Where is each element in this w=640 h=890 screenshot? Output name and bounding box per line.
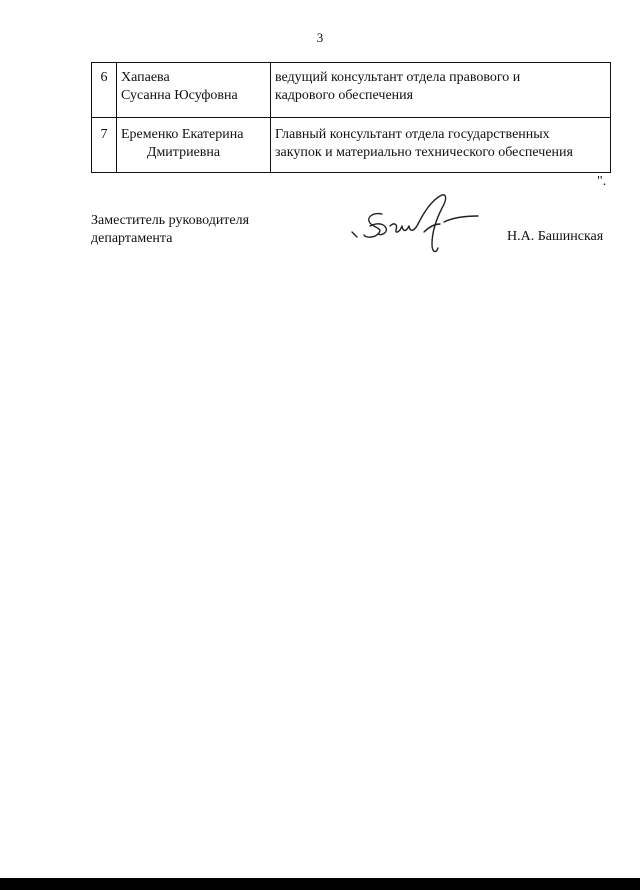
employee-given-names: Сусанна Юсуфовна — [121, 88, 238, 103]
position-line-1: ведущий консультант отдела правового и — [275, 70, 521, 85]
row-number: 6 — [92, 63, 117, 118]
employee-name-line-2: Дмитриевна — [146, 145, 221, 160]
signer-name: Н.А. Башинская — [507, 229, 604, 244]
table-row — [92, 63, 611, 118]
position-line-2: закупок и материально технического обеспечения — [275, 145, 573, 160]
table-row — [92, 118, 611, 173]
closing-quote-mark: ". — [597, 174, 607, 189]
scan-bottom-edge — [0, 878, 640, 890]
position-line-1: Главный консультант отдела государственных — [275, 127, 550, 142]
position-line-2: кадрового обеспечения — [275, 88, 414, 103]
handwritten-signature — [348, 188, 488, 260]
employee-surname: Хапаева — [121, 70, 170, 85]
employee-table — [91, 62, 611, 173]
signer-title — [91, 212, 249, 248]
row-number: 7 — [92, 118, 117, 173]
signer-title-line-2: департамента — [91, 231, 173, 246]
signer-title-line-1: Заместитель руководителя — [91, 213, 250, 228]
employee-name-line-1: Еременко Екатерина — [121, 127, 244, 142]
employee-name — [117, 63, 271, 118]
employee-position — [271, 118, 611, 173]
page-number: 3 — [316, 30, 324, 45]
employee-position — [271, 63, 611, 118]
employee-name — [117, 118, 271, 173]
